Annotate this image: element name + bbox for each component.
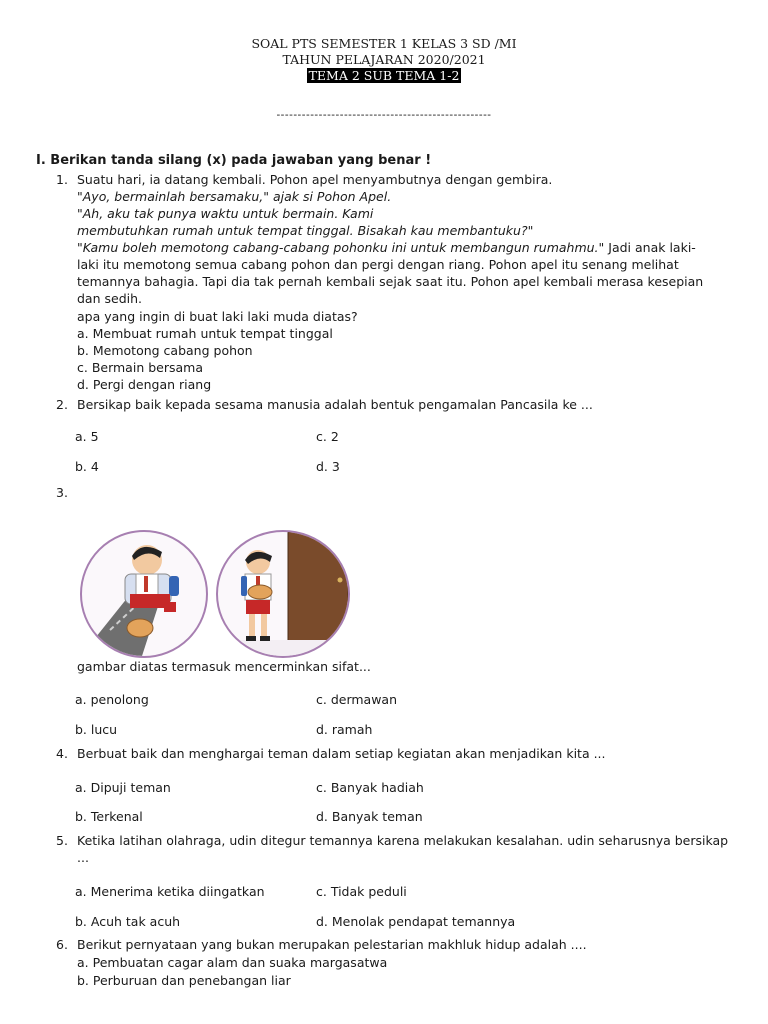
q6-number: 6. (56, 937, 68, 952)
q1-line: membutuhkan rumah untuk tempat tinggal. Bisakah kau membantuku?" (77, 223, 534, 238)
q3-illustration-boy-with-cat (216, 530, 350, 658)
q1-line: "Kamu boleh memotong cabang-cabang pohonku ini untuk membangun rumahmu." (77, 240, 605, 255)
q4-text: Berbuat baik dan menghargai teman dalam setiap kegiatan akan menjadikan kita ... (77, 746, 606, 761)
q1-option-d[interactable]: d. Pergi dengan riang (77, 377, 212, 392)
q1-question: apa yang ingin di buat laki laki muda diatas? (77, 309, 358, 324)
q5-text: Ketika latihan olahraga, udin ditegur temannya karena melakukan kesalahan. udin seharusnya bersikap (77, 833, 729, 848)
q4-option-b[interactable]: b. Terkenal (75, 809, 143, 824)
document-header (0, 36, 768, 84)
q5-option-d[interactable]: d. Menolak pendapat temannya (316, 914, 516, 929)
q3-option-a[interactable]: a. penolong (75, 692, 149, 707)
q3-option-d[interactable]: d. ramah (316, 722, 373, 737)
q2-option-a[interactable]: a. 5 (75, 429, 99, 444)
q4-option-d[interactable]: d. Banyak teman (316, 809, 423, 824)
q1-line: Jadi anak laki- (604, 240, 696, 255)
q2-option-b[interactable]: b. 4 (75, 459, 99, 474)
q2-text: Bersikap baik kepada sesama manusia adalah bentuk pengamalan Pancasila ke ... (77, 397, 593, 412)
header-theme: TEMA 2 SUB TEMA 1-2 (308, 68, 460, 83)
q4-number: 4. (56, 746, 68, 761)
section-title: I. Berikan tanda silang (x) pada jawaban yang benar ! (36, 153, 432, 168)
q4-option-a[interactable]: a. Dipuji teman (75, 780, 171, 795)
q1-line: "Ayo, bermainlah bersamaku," ajak si Pohon Apel. (77, 189, 392, 204)
divider-line: --------------------------------------------------- (276, 108, 492, 121)
q6-text: Berikut pernyataan yang bukan merupakan pelestarian makhluk hidup adalah .... (77, 937, 587, 952)
q1-number: 1. (56, 172, 68, 187)
q2-number: 2. (56, 397, 68, 412)
q1-line: temannya bahagia. Tapi dia tak pernah kembali sejak saat itu. Pohon apel kembali merasa kesepian (77, 274, 704, 289)
q5-number: 5. (56, 833, 68, 848)
q1-line: "Ah, aku tak punya waktu untuk bermain. Kami (77, 206, 374, 221)
q3-text: gambar diatas termasuk mencerminkan sifat... (77, 659, 371, 674)
q6-option-a[interactable]: a. Pembuatan cagar alam dan suaka margasatwa (77, 955, 388, 970)
q5-option-c[interactable]: c. Tidak peduli (316, 884, 407, 899)
q5-option-b[interactable]: b. Acuh tak acuh (75, 914, 181, 929)
q1-option-a[interactable]: a. Membuat rumah untuk tempat tinggal (77, 326, 333, 341)
q1-line: Suatu hari, ia datang kembali. Pohon apel menyambutnya dengan gembira. (77, 172, 553, 187)
header-title: SOAL PTS SEMESTER 1 KELAS 3 SD /MI (251, 36, 517, 51)
q1-line: laki itu memotong semua cabang pohon dan pergi dengan riang. Pohon apel itu senang melihat (77, 257, 679, 272)
header-year: TAHUN PELAJARAN 2020/2021 (282, 52, 486, 67)
q3-option-c[interactable]: c. dermawan (316, 692, 398, 707)
q3-illustration-helping-cat (80, 530, 208, 658)
q5-option-a[interactable]: a. Menerima ketika diingatkan (75, 884, 265, 899)
q2-option-c[interactable]: c. 2 (316, 429, 339, 444)
q1-option-c[interactable]: c. Bermain bersama (77, 360, 203, 375)
q3-option-b[interactable]: b. lucu (75, 722, 118, 737)
q1-line: dan sedih. (77, 291, 142, 306)
q2-option-d[interactable]: d. 3 (316, 459, 340, 474)
q3-number: 3. (56, 485, 68, 500)
q5-text-continued: ... (77, 850, 89, 865)
q6-option-b[interactable]: b. Perburuan dan penebangan liar (77, 973, 291, 988)
q1-option-b[interactable]: b. Memotong cabang pohon (77, 343, 253, 358)
q4-option-c[interactable]: c. Banyak hadiah (316, 780, 424, 795)
